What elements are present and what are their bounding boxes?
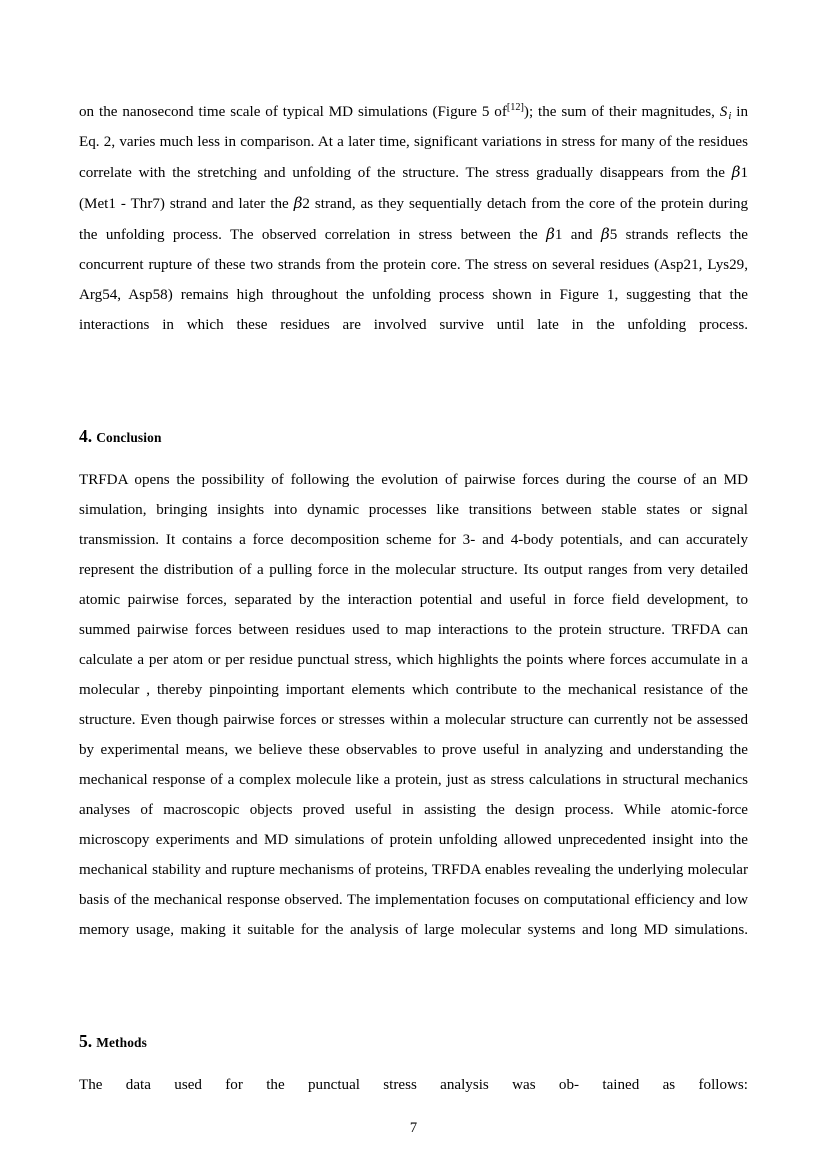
- continuation-text-part1: on the nanosecond time scale of typical MD simulations (Figure 5 of: [79, 104, 507, 120]
- continuation-text-part3: in Eq. 2, varies much less in comparison. At a later time, significant variations in stress for many of the residues correlate with the stretching and unfolding of the structure. The stress gradually disappears from the: [79, 104, 748, 181]
- page-content: [79, 97, 748, 1130]
- paragraph-continuation: [79, 97, 748, 370]
- symbol-beta-2: β: [293, 194, 303, 212]
- spacer-after-methods-heading: [79, 1054, 748, 1070]
- section-heading-conclusion: [79, 425, 748, 449]
- spacer-before-methods: [79, 975, 748, 1030]
- paragraph-conclusion-body: TRFDA opens the possibility of following the evolution of pairwise forces during the course of an MD simulation, bringing insights into dynamic processes like transitions between stable states or signal transmission. It contains a force decomposition scheme for 3- and 4-body potentials, and can accurately represent the distribution of a pulling force in the molecular structure. Its output ranges from very detailed atomic pairwise forces, separated by the interaction potential and useful in force field development, to summed pairwise forces between residues used to map interactions to the protein structure. TRFDA can calculate a per atom or per residue punctual stress, which highlights the points where forces accumulate in a molecular , thereby pinpointing important elements which contribute to the mechanical resistance of the structure. Even though pairwise forces or stresses within a molecular structure can currently not be assessed by experimental means, we believe these observables to prove useful in analyzing and understanding the mechanical response of a complex molecule like a protein, just as stress calculations in structural mechanics analyses of macroscopic objects proved useful in assisting the design process. While atomic-force microscopy experiments and MD simulations of protein unfolding allowed unprecedented insight into the mechanical stability and rupture mechanisms of proteins, TRFDA enables revealing the underlying molecular basis of the mechanical response observed. The implementation focuses on computational efficiency and low memory usage, making it suitable for the analysis of large molecular systems and long MD simulations.: [79, 472, 748, 938]
- paragraph-methods-body: The data used for the punctual stress analysis was ob- tained as follows:: [79, 1077, 748, 1093]
- section-title-methods: Methods: [96, 1035, 147, 1050]
- continuation-text-part6: and: [562, 227, 601, 243]
- symbol-beta-1a: β: [731, 163, 741, 181]
- symbol-beta-1b-number: 1: [554, 227, 563, 243]
- symbol-S: S: [719, 104, 728, 120]
- symbol-beta-2-number: 2: [302, 196, 310, 212]
- symbol-beta-1b: β: [546, 225, 555, 243]
- continuation-text-part7: strands reflects the concurrent rupture of these two strands from the protein core. The stress on several residues (Asp21, Lys29, Arg54, Asp58) remains high throughout the unfolding process shown in Figure 1, suggesting that the interactions in which these residues are involved survive until late in the unfolding process.: [79, 227, 749, 333]
- section-heading-methods: [79, 1030, 748, 1054]
- section-title-conclusion: Conclusion: [96, 430, 162, 445]
- section-number-conclusion: 4.: [79, 426, 93, 446]
- continuation-text-part5: strand, as they sequentially detach from the core of the protein during the unfolding process. The observed correlation in stress between the: [79, 196, 748, 243]
- citation-reference-12[interactable]: [12]: [506, 101, 524, 113]
- symbol-beta-1a-number: 1: [740, 165, 748, 181]
- spacer-before-conclusion: [79, 370, 748, 425]
- section-number-methods: 5.: [79, 1031, 93, 1051]
- symbol-S-subscript-i: i: [728, 109, 732, 122]
- symbol-beta-5: β: [600, 225, 610, 243]
- spacer-after-conclusion-heading: [79, 449, 748, 465]
- continuation-text-part4: (Met1 - Thr7) strand and later the: [79, 196, 294, 212]
- continuation-text-part2: ); the sum of their magnitudes,: [523, 104, 720, 120]
- page-number: 7: [409, 1120, 418, 1136]
- symbol-beta-5-number: 5: [609, 227, 618, 243]
